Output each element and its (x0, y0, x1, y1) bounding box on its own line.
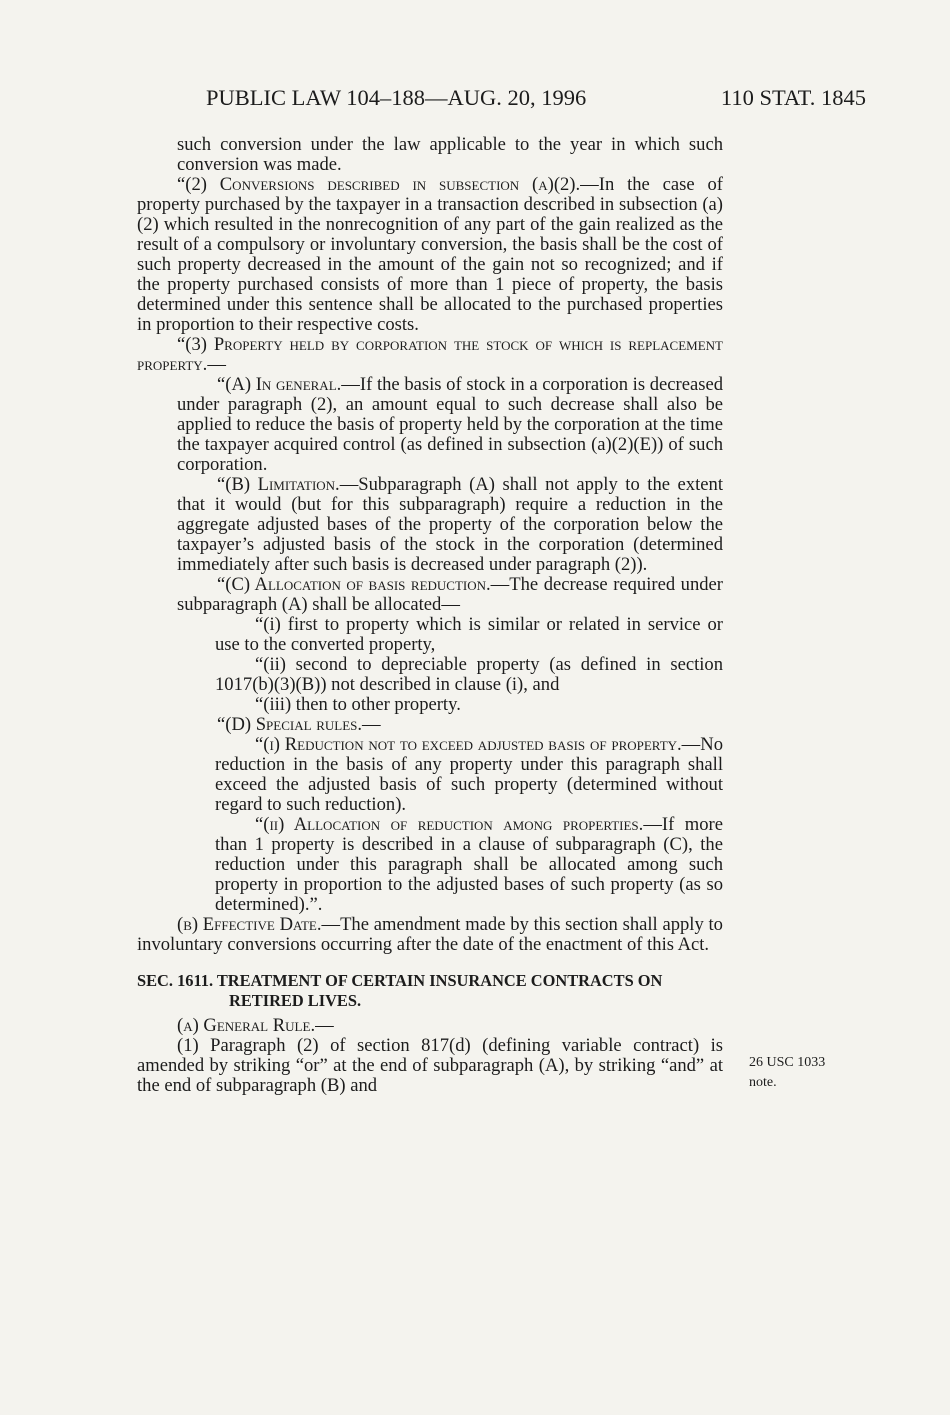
clause-c-iii: “(iii) then to other property. (255, 694, 461, 715)
statute-page-number: 110 STAT. 1845 (720, 85, 866, 110)
subparagraph-d (177, 715, 723, 735)
paragraph-3 (137, 335, 723, 375)
subsection-a-heading: (a) General Rule. (177, 1015, 316, 1036)
clause-d-i-heading: “(i) Reduction not to exceed adjusted basis of property. (255, 734, 682, 755)
clause-d-i (215, 735, 723, 815)
clause-c-i: “(i) first to property which is similar or related in service or use to the converted property, (215, 614, 723, 655)
margin-note: 26 USC 1033 note. (749, 1055, 826, 1090)
paragraph-2-text: —In the case of property purchased by the taxpayer in a transaction described in subsection (a)(2) which resulted in the nonrecognition of any part of the gain realized as the result of a compulsory or involuntary conversion, the basis shall be the cost of such property decreased in the amount of the gain not so recognized; and if the property purchased consists of more than 1 piece of property, the basis determined under this sentence shall be allocated to the purchased properties in proportion to their respective costs. (137, 174, 723, 335)
clause-d-i-text: —No reduction in the basis of any property under this paragraph shall exceed the adjusted basis of such property (determined without regard to such reduction). (215, 734, 723, 815)
paragraph-3-heading: “(3) Property held by corporation the stock of which is replacement property. (137, 334, 723, 375)
paragraph-1: (1) Paragraph (2) of section 817(d) (defining variable contract) is amended by striking “or” at the end of subparagraph (A), by striking “and” at the end of subparagraph (B) and (137, 1035, 723, 1096)
paragraph-continuation: such conversion under the law applicable to the year in which such conversion was made. (177, 134, 723, 175)
subparagraph-c-heading: “(C) Allocation of basis reduction. (217, 574, 491, 595)
subparagraph-c (177, 575, 723, 615)
clause-d-ii (215, 815, 723, 915)
clause-d-ii-heading: “(ii) Allocation of reduction among properties. (255, 814, 644, 835)
subsection-b-text: —The amendment made by this section shall apply to involuntary conversions occurring after the date of the enactment of this Act. (137, 914, 723, 955)
paragraph-2-heading: “(2) Conversions described in subsection (a)(2). (177, 174, 581, 195)
section-heading: SEC. 1611. TREATMENT OF CERTAIN INSURANCE CONTRACTS ON RETIRED LIVES. (137, 971, 663, 1010)
running-head-title: PUBLIC LAW 104–188—AUG. 20, 1996 (206, 85, 587, 110)
subsection-a-text: — (315, 1015, 334, 1036)
body-text (137, 135, 723, 1096)
subparagraph-c-text: —The decrease required under subparagraph (A) shall be allocated— (177, 574, 723, 615)
subparagraph-a (177, 375, 723, 475)
subparagraph-d-heading: “(D) Special rules. (217, 714, 363, 735)
subparagraph-b-text: —Subparagraph (A) shall not apply to the extent that it would (but for this subparagraph) require a reduction in the aggregate adjusted bases of the property of the corporation below the taxpayer’s adjusted basis of the stock in the corporation (determined immediately after such basis is decreased under paragraph (2)). (177, 474, 723, 575)
subparagraph-d-text: — (362, 714, 381, 735)
subsection-b (137, 915, 723, 955)
clause-c-ii: “(ii) second to depreciable property (as defined in section 1017(b)(3)(B)) not described in clause (i), and (215, 654, 723, 695)
subparagraph-b-heading: “(B) Limitation. (217, 474, 340, 495)
subparagraph-b (177, 475, 723, 575)
paragraph-2 (137, 175, 723, 335)
paragraph-3-text: — (207, 354, 226, 375)
subsection-b-heading: (b) Effective Date. (177, 914, 322, 935)
subparagraph-a-heading: “(A) In general. (217, 374, 342, 395)
clause-d-ii-text: —If more than 1 property is described in a clause of subparagraph (C), the reduction under this paragraph shall be allocated among such property in proportion to the adjusted bases of such property (as so determined).”. (215, 814, 723, 915)
subsection-a (137, 1016, 723, 1036)
subparagraph-a-text: —If the basis of stock in a corporation is decreased under paragraph (2), an amount equal to such decrease shall also be applied to reduce the basis of property held by the corporation at the time the taxpayer acquired control (as defined in subsection (a)(2)(E)) of such corporation. (177, 374, 724, 475)
